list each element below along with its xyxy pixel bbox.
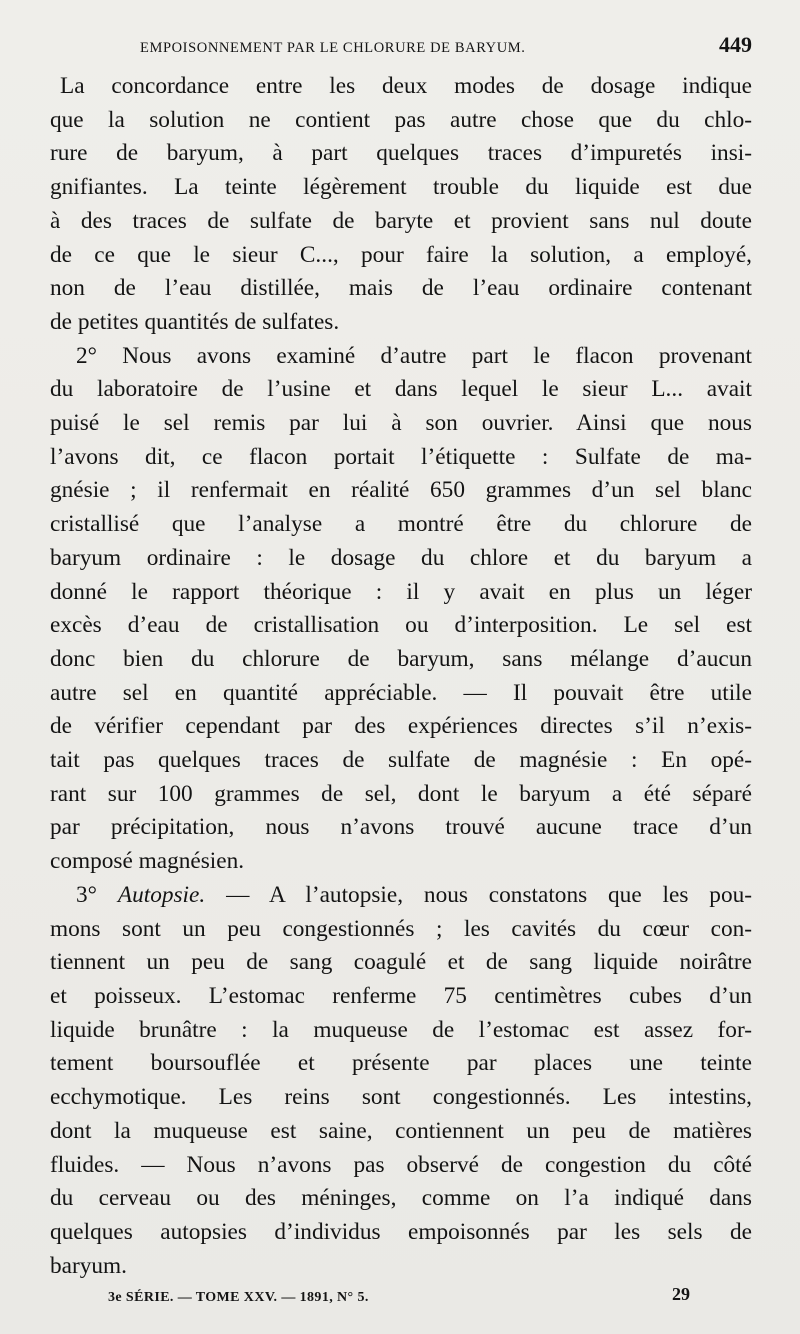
text-run: — A l’autopsie, nous constatons que les pou- — [205, 881, 752, 908]
section-number: 3° — [76, 881, 97, 908]
text-line: baryum. — [50, 1252, 127, 1279]
text-line: de ce que le sieur C..., pour faire la solution, a employé, — [50, 241, 752, 268]
text-line: à des traces de sulfate de baryte et provient sans nul doute — [50, 207, 752, 234]
page-number: 449 — [719, 32, 752, 57]
text-line: de petites quantités de sulfates. — [50, 308, 340, 335]
sheet-number: 29 — [672, 1284, 690, 1304]
body-text — [50, 70, 752, 1283]
text-line: donné le rapport théorique : il y avait en plus un léger — [50, 578, 752, 605]
text-line: cristallisé que l’analyse a montré être du chlorure de — [50, 511, 752, 538]
text-line: du cerveau ou des méninges, comme on l’a indiqué dans — [50, 1185, 752, 1212]
text-line: gnifiantes. La teinte légèrement trouble du liquide est due — [50, 174, 752, 201]
section-heading: Autopsie. — [117, 881, 206, 908]
text-line: et poisseux. L’estomac renferme 75 centimètres cubes d’un — [50, 982, 752, 1009]
text-line: mons sont un peu congestionnés ; les cavités du cœur con- — [50, 915, 752, 942]
text-line: gnésie ; il renfermait en réalité 650 grammes d’un sel blanc — [50, 477, 752, 504]
text-line: que la solution ne contient pas autre chose que du chlo- — [50, 106, 752, 133]
text-line: dont la muqueuse est saine, contiennent un peu de matières — [50, 1117, 752, 1144]
text-line: rure de baryum, à part quelques traces d’impuretés insi- — [50, 140, 752, 167]
text-line: baryum ordinaire : le dosage du chlore et du baryum a — [50, 544, 752, 571]
text-line: tement boursouflée et présente par places une teinte — [50, 1050, 752, 1077]
text-line: fluides. — Nous n’avons pas observé de congestion du côté — [50, 1151, 752, 1178]
text-line: quelques autopsies d’individus empoisonnés par les sels de — [50, 1218, 752, 1245]
text-line: donc bien du chlorure de baryum, sans mélange d’aucun — [50, 645, 752, 672]
text-line: puisé le sel remis par lui à son ouvrier. Ainsi que nous — [50, 410, 752, 437]
text-line: non de l’eau distillée, mais de l’eau ordinaire contenant — [50, 275, 752, 302]
text-line: rant sur 100 grammes de sel, dont le baryum a été séparé — [50, 780, 752, 807]
text-line — [50, 879, 752, 913]
text-line: de vérifier cependant par des expériences directes s’il n’exis- — [50, 713, 752, 740]
signature-line: 3e SÉRIE. — TOME XXV. — 1891, N° 5. — [108, 1290, 369, 1305]
paragraph-3 — [50, 879, 752, 1283]
text-line: La concordance entre les deux modes de dosage indique — [60, 73, 752, 99]
text-line: excès d’eau de cristallisation ou d’interposition. Le sel est — [50, 612, 752, 639]
text-line: autre sel en quantité appréciable. — Il pouvait être utile — [50, 679, 752, 706]
text-line: liquide brunâtre : la muqueuse de l’estomac est assez for- — [50, 1016, 752, 1043]
text-line: composé magnésien. — [50, 848, 245, 875]
text-line: 2° Nous avons examiné d’autre part le flacon provenant — [76, 342, 752, 369]
paragraph-2 — [50, 340, 752, 879]
page-footer — [108, 1284, 690, 1314]
running-head: EMPOISONNEMENT PAR LE CHLORURE DE BARYUM. — [140, 40, 526, 56]
text-line: par précipitation, nous n’avons trouvé aucune trace d’un — [50, 814, 752, 841]
paragraph-1 — [50, 70, 752, 340]
page-header — [140, 32, 752, 66]
text-line: tait pas quelques traces de sulfate de magnésie : En opé- — [50, 747, 752, 774]
text-line: tiennent un peu de sang coagulé et de sang liquide noirâtre — [50, 949, 752, 976]
text-line: du laboratoire de l’usine et dans lequel le sieur L... avait — [50, 376, 752, 403]
text-line: l’avons dit, ce flacon portait l’étiquette : Sulfate de ma- — [50, 443, 752, 470]
text-line: ecchymotique. Les reins sont congestionnés. Les intestins, — [50, 1084, 752, 1111]
